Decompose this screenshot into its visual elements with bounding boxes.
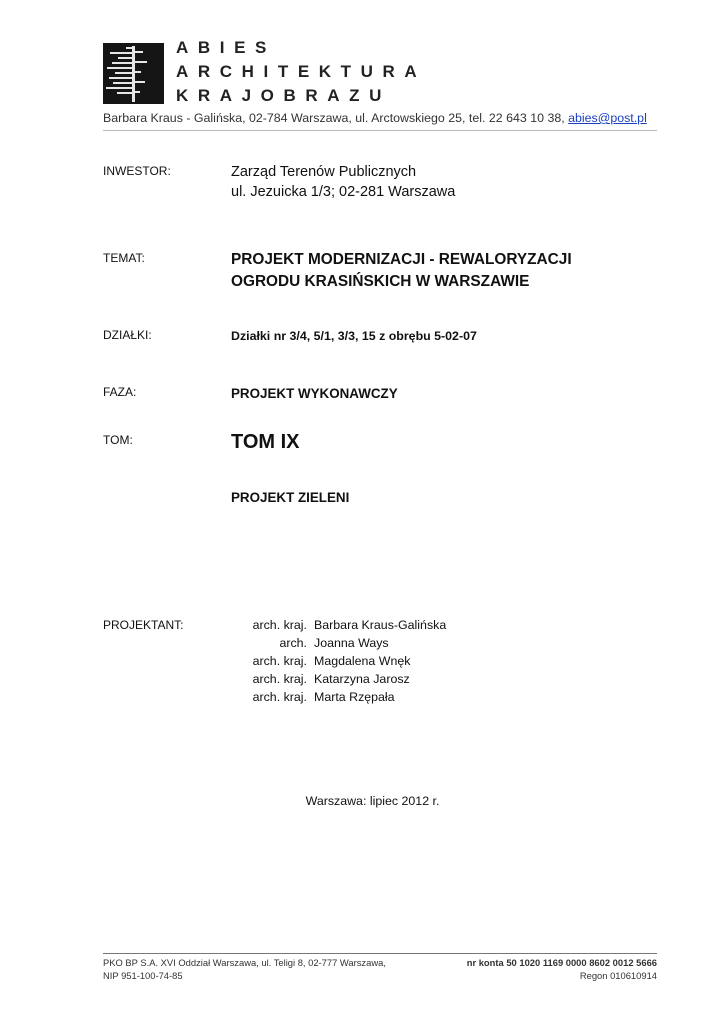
subject-line-1: PROJEKT MODERNIZACJI - REWALORYZACJI	[231, 251, 572, 268]
footer-bank: PKO BP S.A. XVI Oddział Warszawa, ul. Teligi 8, 02-777 Warszawa,	[103, 957, 386, 968]
designer-title: arch. kraj.	[252, 672, 307, 686]
designer-row	[0, 618, 725, 636]
plots-label: DZIAŁKI:	[103, 328, 152, 342]
volume-subtitle: PROJEKT ZIELENI	[231, 490, 350, 505]
firm-name-line-3: KRAJOBRAZU	[176, 86, 391, 105]
investor-address: ul. Jezuicka 1/3; 02-281 Warszawa	[231, 184, 456, 200]
designer-row	[0, 654, 725, 672]
subject-line-2: OGRODU KRASIŃSKICH W WARSZAWIE	[231, 273, 530, 290]
footer-divider	[103, 953, 657, 954]
designer-name: Magdalena Wnęk	[314, 654, 411, 668]
firm-name-line-2: ARCHITEKTURA	[176, 62, 427, 81]
designer-row	[0, 672, 725, 690]
subject-label: TEMAT:	[103, 251, 145, 265]
place-date: Warszawa: lipiec 2012 r.	[305, 794, 440, 808]
designer-row	[0, 690, 725, 708]
tree-logo-icon	[103, 43, 164, 104]
email-link[interactable]: abies@post.pl	[568, 111, 647, 125]
footer-nip: NIP 951-100-74-85	[103, 970, 183, 981]
phase-value: PROJEKT WYKONAWCZY	[231, 386, 398, 401]
designer-name: Barbara Kraus-Galińska	[314, 618, 447, 632]
designer-row	[0, 636, 725, 654]
header-divider	[103, 130, 657, 131]
designer-name: Marta Rzępała	[314, 690, 395, 704]
investor-name: Zarząd Terenów Publicznych	[231, 164, 417, 180]
footer-account: nr konta 50 1020 1169 0000 8602 0012 5666	[466, 957, 657, 968]
plots-value: Działki nr 3/4, 5/1, 3/3, 15 z obrębu 5-02-07	[231, 329, 477, 343]
firm-name-line-1: ABIES	[176, 38, 276, 57]
investor-label: INWESTOR:	[103, 164, 171, 178]
designer-title: arch.	[279, 636, 307, 650]
footer-regon: Regon 010610914	[579, 970, 657, 981]
designer-name: Katarzyna Jarosz	[314, 672, 410, 686]
volume-value: TOM IX	[231, 431, 300, 453]
letterhead-address	[103, 111, 647, 125]
phase-label: FAZA:	[103, 385, 137, 399]
designer-title: arch. kraj.	[252, 654, 307, 668]
address-text: Barbara Kraus - Galińska, 02-784 Warszawa, ul. Arctowskiego 25, tel. 22 643 10 38,	[103, 111, 569, 125]
designer-title: arch. kraj.	[252, 690, 307, 704]
designer-title: arch. kraj.	[252, 618, 307, 632]
designers-label: PROJEKTANT:	[103, 618, 184, 632]
designer-name: Joanna Ways	[314, 636, 389, 650]
company-logo	[103, 43, 164, 104]
volume-label: TOM:	[103, 433, 133, 447]
